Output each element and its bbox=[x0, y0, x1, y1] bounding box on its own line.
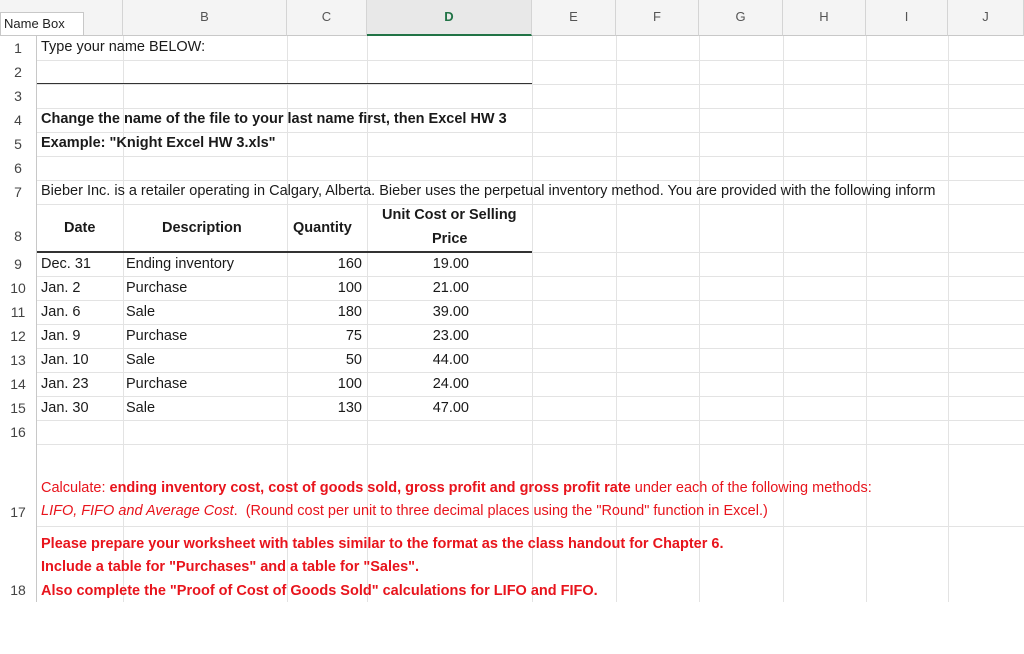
cell-a1[interactable]: Type your name BELOW: bbox=[41, 39, 206, 55]
cell-quantity[interactable]: 75 bbox=[345, 328, 362, 344]
row-header-7[interactable]: 7 bbox=[0, 180, 37, 204]
row-header-14[interactable]: 14 bbox=[0, 372, 37, 396]
row-header-18[interactable]: 18 bbox=[0, 526, 37, 602]
row-header-6[interactable]: 6 bbox=[0, 156, 37, 180]
row-header-1[interactable]: 1 bbox=[0, 36, 37, 60]
gridline bbox=[37, 156, 1024, 157]
cell-description[interactable]: Purchase bbox=[126, 280, 188, 296]
header-quantity[interactable]: Quantity bbox=[293, 220, 352, 236]
name-entry-border bbox=[37, 83, 532, 84]
gridline bbox=[866, 36, 867, 602]
cell-quantity[interactable]: 100 bbox=[337, 280, 362, 296]
calc-suffix: under each of the following methods: bbox=[630, 480, 872, 496]
cell-price[interactable]: 39.00 bbox=[432, 304, 469, 320]
col-header-b[interactable]: B bbox=[123, 0, 287, 36]
col-header-f[interactable]: F bbox=[616, 0, 699, 36]
col-header-h[interactable]: H bbox=[783, 0, 866, 36]
cell-price[interactable]: 19.00 bbox=[432, 256, 469, 272]
cell-quantity[interactable]: 160 bbox=[337, 256, 362, 272]
gridline bbox=[37, 132, 1024, 133]
row-header-2[interactable]: 2 bbox=[0, 60, 37, 84]
gridline bbox=[37, 324, 1024, 325]
cell-description[interactable]: Ending inventory bbox=[126, 256, 235, 272]
cell-price[interactable]: 21.00 bbox=[432, 280, 469, 296]
header-description[interactable]: Description bbox=[162, 220, 242, 236]
instruction-include[interactable]: Include a table for "Purchases" and a table for "Sales". bbox=[41, 559, 420, 575]
cell-description[interactable]: Sale bbox=[126, 352, 156, 368]
gridline bbox=[37, 84, 1024, 85]
gridline bbox=[37, 204, 1024, 205]
row-header-4[interactable]: 4 bbox=[0, 108, 37, 132]
row-header-13[interactable]: 13 bbox=[0, 348, 37, 372]
gridline bbox=[37, 420, 1024, 421]
cell-date[interactable]: Jan. 6 bbox=[41, 304, 81, 320]
round-note: (Round cost per unit to three decimal places using the "Round" function in Excel.) bbox=[245, 503, 768, 519]
methods-text: LIFO, FIFO and Average Cost bbox=[41, 503, 234, 519]
row-header-11[interactable]: 11 bbox=[0, 300, 37, 324]
row-header-9[interactable]: 9 bbox=[0, 252, 37, 276]
row-header-15[interactable]: 15 bbox=[0, 396, 37, 420]
instruction-prepare[interactable]: Please prepare your worksheet with tables similar to the format as the class handout for Chapter 6. bbox=[41, 536, 724, 552]
gridline bbox=[37, 180, 1024, 181]
cell-quantity[interactable]: 180 bbox=[337, 304, 362, 320]
col-header-c[interactable]: C bbox=[287, 0, 367, 36]
cell-quantity[interactable]: 130 bbox=[337, 400, 362, 416]
row-header-12[interactable]: 12 bbox=[0, 324, 37, 348]
gridline bbox=[37, 60, 1024, 61]
cell-a4[interactable]: Change the name of the file to your last name first, then Excel HW 3 bbox=[41, 111, 507, 127]
col-header-g[interactable]: G bbox=[699, 0, 783, 36]
col-header-d[interactable]: D bbox=[367, 0, 532, 36]
gridline bbox=[37, 348, 1024, 349]
name-box[interactable]: Name Box bbox=[0, 12, 84, 36]
col-header-e[interactable]: E bbox=[532, 0, 616, 36]
cell-date[interactable]: Jan. 10 bbox=[41, 352, 89, 368]
gridline bbox=[37, 300, 1024, 301]
gridline bbox=[37, 526, 1024, 527]
row-header-3[interactable]: 3 bbox=[0, 84, 37, 108]
header-price[interactable]: Price bbox=[432, 231, 468, 247]
cell-price[interactable]: 23.00 bbox=[432, 328, 469, 344]
cell-a5[interactable]: Example: "Knight Excel HW 3.xls" bbox=[41, 135, 276, 151]
cell-price[interactable]: 24.00 bbox=[432, 376, 469, 392]
table-header-border bbox=[37, 251, 532, 253]
gridline bbox=[37, 396, 1024, 397]
cell-quantity[interactable]: 50 bbox=[345, 352, 362, 368]
cell-date[interactable]: Jan. 9 bbox=[41, 328, 81, 344]
cell-price[interactable]: 47.00 bbox=[432, 400, 469, 416]
gridline bbox=[37, 276, 1024, 277]
gridline bbox=[37, 444, 1024, 445]
cell-date[interactable]: Jan. 2 bbox=[41, 280, 81, 296]
row-header-10[interactable]: 10 bbox=[0, 276, 37, 300]
cell-date[interactable]: Jan. 23 bbox=[41, 376, 89, 392]
header-date[interactable]: Date bbox=[64, 220, 96, 236]
cell-description[interactable]: Purchase bbox=[126, 376, 188, 392]
calc-bold: ending inventory cost, cost of goods sold, gross profit and gross profit rate bbox=[109, 480, 631, 496]
cell-date[interactable]: Dec. 31 bbox=[41, 256, 91, 272]
gridline bbox=[948, 36, 949, 602]
gridline bbox=[783, 36, 784, 602]
cell-quantity[interactable]: 100 bbox=[337, 376, 362, 392]
cell-price[interactable]: 44.00 bbox=[432, 352, 469, 368]
row-header-16[interactable]: 16 bbox=[0, 420, 37, 444]
row-header-8[interactable]: 8 bbox=[0, 204, 37, 252]
row-header-17[interactable]: 17 bbox=[0, 444, 37, 526]
cell-description[interactable]: Sale bbox=[126, 304, 156, 320]
instruction-methods[interactable] bbox=[41, 503, 768, 519]
col-header-j[interactable]: J bbox=[948, 0, 1024, 36]
header-unit-cost[interactable]: Unit Cost or Selling bbox=[382, 207, 517, 223]
cell-description[interactable]: Sale bbox=[126, 400, 156, 416]
gridline bbox=[37, 108, 1024, 109]
col-header-i[interactable]: I bbox=[866, 0, 948, 36]
instruction-calculate[interactable] bbox=[41, 480, 872, 496]
cell-date[interactable]: Jan. 30 bbox=[41, 400, 89, 416]
methods-dot: . bbox=[233, 503, 238, 519]
calc-prefix: Calculate: bbox=[41, 480, 110, 496]
cell-a7[interactable]: Bieber Inc. is a retailer operating in Calgary, Alberta. Bieber uses the perpetual inventory method. You are provided with the following inform bbox=[41, 183, 936, 199]
instruction-proof[interactable]: Also complete the "Proof of Cost of Goods Sold" calculations for LIFO and FIFO. bbox=[41, 583, 598, 599]
cell-description[interactable]: Purchase bbox=[126, 328, 188, 344]
gridline bbox=[37, 372, 1024, 373]
row-header-5[interactable]: 5 bbox=[0, 132, 37, 156]
